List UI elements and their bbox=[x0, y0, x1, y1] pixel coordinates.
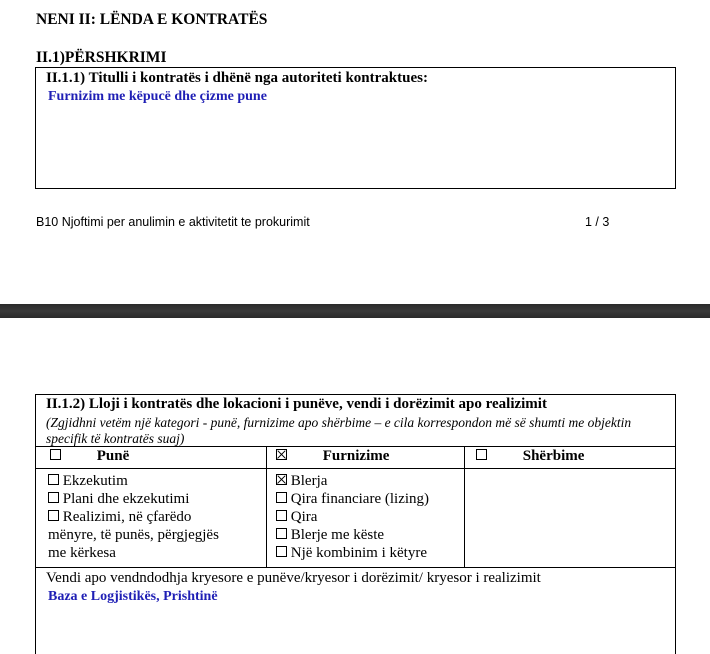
works-option[interactable] bbox=[48, 508, 191, 526]
footer-form-name: B10 Njoftimi per anulimin e aktivitetit te prokurimit bbox=[36, 215, 310, 229]
option-label: Qira bbox=[290, 509, 318, 525]
checkbox-checked[interactable] bbox=[276, 474, 287, 485]
checkbox-services[interactable] bbox=[476, 449, 487, 460]
category-services-label: Shërbime bbox=[522, 448, 585, 464]
subsection-title: II.1)PËRSHKRIMI bbox=[36, 49, 167, 66]
supplies-option[interactable] bbox=[276, 472, 327, 490]
section-title: NENI II: LËNDA E KONTRATËS bbox=[36, 11, 268, 28]
page-separator bbox=[0, 304, 710, 318]
option-label: Realizimi, në çfarëdo bbox=[62, 509, 192, 525]
checkbox[interactable] bbox=[276, 510, 287, 521]
footer-page-number: 1 / 3 bbox=[585, 215, 610, 229]
column-divider bbox=[266, 446, 267, 567]
category-services[interactable] bbox=[476, 448, 584, 465]
option-label: Një kombinim i këtyre bbox=[290, 545, 427, 561]
contract-title-question: II.1.1) Titulli i kontratës i dhënë nga autoriteti kontraktues: bbox=[46, 70, 428, 86]
option-label: Blerja bbox=[290, 473, 328, 489]
contract-title-box bbox=[35, 67, 676, 189]
contract-type-box bbox=[35, 394, 676, 654]
works-option[interactable] bbox=[48, 472, 128, 490]
contract-type-note: (Zgjidhni vetëm një kategori - punë, furnizime apo shërbime – e cila korrespondon më së shumti me objektin specifik të kontratës suaj) bbox=[46, 415, 632, 446]
checkbox[interactable] bbox=[276, 546, 287, 557]
contract-type-title: II.1.2) Lloji i kontratës dhe lokacioni i punëve, vendi i dorëzimit apo realizimit bbox=[46, 396, 547, 412]
option-label: Blerje me këste bbox=[290, 527, 385, 543]
checkbox[interactable] bbox=[276, 492, 287, 503]
category-works-label: Punë bbox=[96, 448, 130, 464]
works-option-continuation: mënyre, të punës, përgjegjës bbox=[48, 527, 219, 543]
works-option-continuation: me kërkesa bbox=[48, 545, 116, 561]
document-page-1 bbox=[0, 0, 710, 304]
divider-line bbox=[36, 446, 675, 447]
column-divider bbox=[464, 446, 465, 567]
option-label: Qira financiare (lizing) bbox=[290, 491, 430, 507]
location-value: Baza e Logjistikës, Prishtinë bbox=[48, 589, 218, 604]
supplies-option[interactable] bbox=[276, 490, 429, 508]
category-works[interactable] bbox=[50, 448, 129, 465]
contract-title-answer: Furnizim me këpucë dhe çizme pune bbox=[48, 89, 267, 104]
document-page-2 bbox=[0, 318, 710, 639]
supplies-option[interactable] bbox=[276, 526, 384, 544]
checkbox-works[interactable] bbox=[50, 449, 61, 460]
works-option[interactable] bbox=[48, 490, 189, 508]
checkbox[interactable] bbox=[48, 510, 59, 521]
checkbox[interactable] bbox=[276, 528, 287, 539]
checkbox[interactable] bbox=[48, 492, 59, 503]
supplies-option[interactable] bbox=[276, 508, 317, 526]
category-supplies[interactable] bbox=[276, 448, 389, 465]
checkbox[interactable] bbox=[48, 474, 59, 485]
supplies-option[interactable] bbox=[276, 544, 427, 562]
divider-line bbox=[36, 567, 675, 568]
divider-line bbox=[36, 468, 675, 469]
category-supplies-label: Furnizime bbox=[322, 448, 390, 464]
location-label: Vendi apo vendndodhja kryesore e punëve/kryesor i dorëzimit/ kryesor i realizimit bbox=[46, 570, 541, 586]
checkbox-supplies[interactable] bbox=[276, 449, 287, 460]
option-label: Plani dhe ekzekutimi bbox=[62, 491, 190, 507]
option-label: Ekzekutim bbox=[62, 473, 128, 489]
